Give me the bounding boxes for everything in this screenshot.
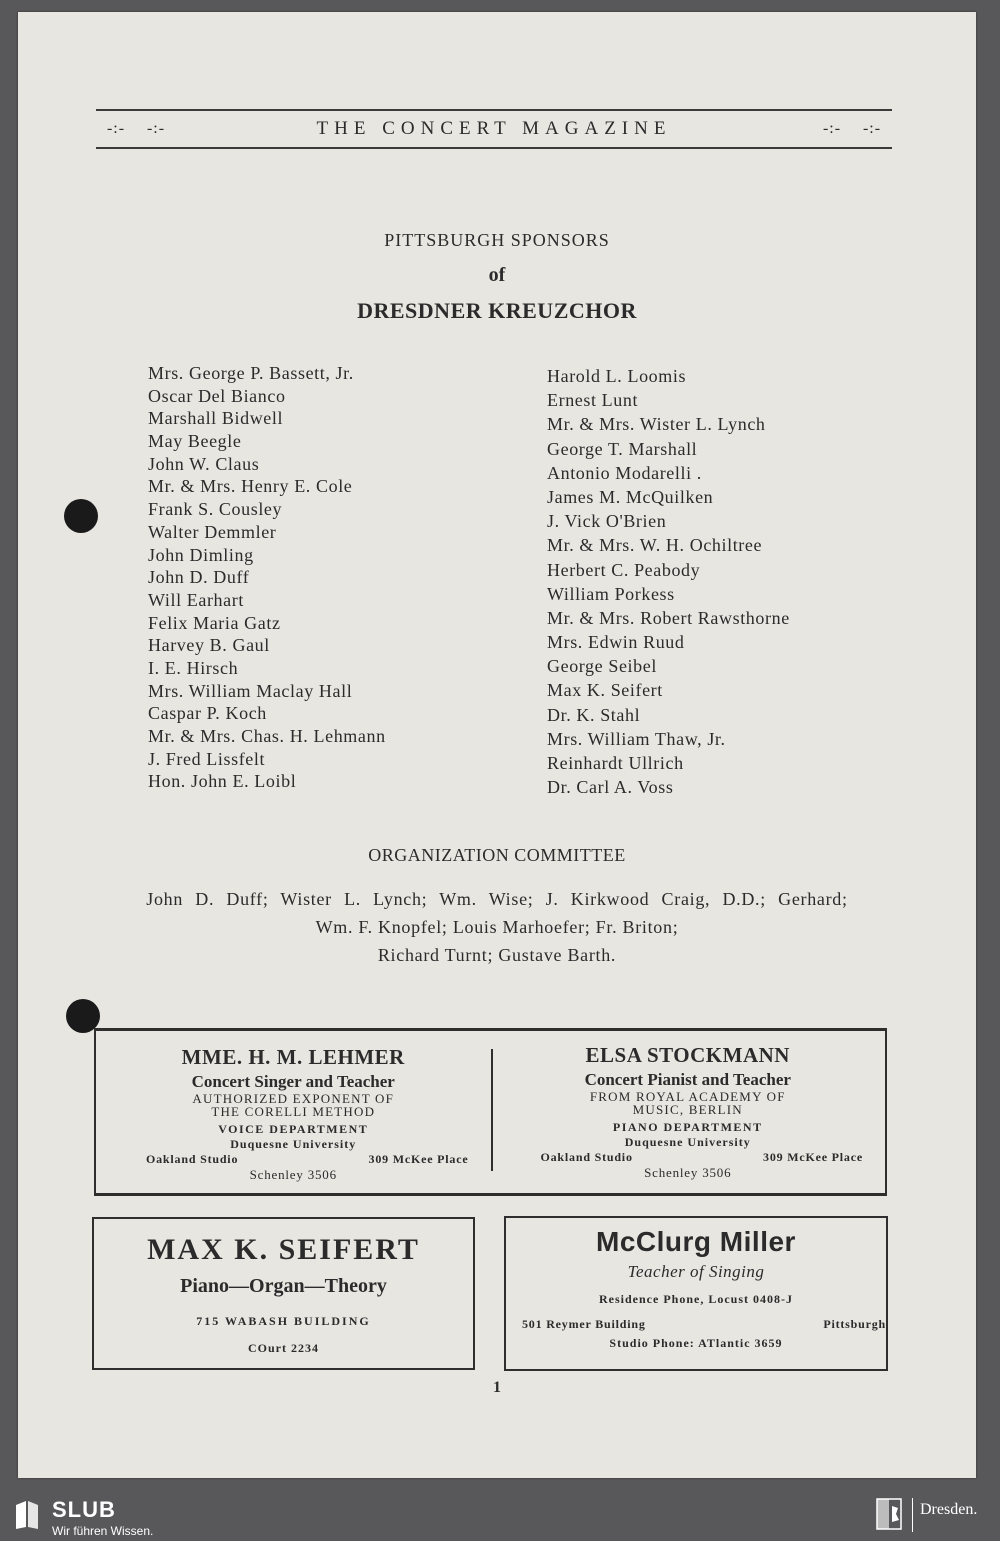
ad-building: 501 Reymer Building <box>522 1317 646 1331</box>
sponsor-name: Mr. & Mrs. Henry E. Cole <box>148 476 353 497</box>
ad-phone: COurt 2234 <box>248 1341 319 1355</box>
sponsor-name: Dr. K. Stahl <box>547 704 641 725</box>
sponsor-name: Mrs. George P. Bassett, Jr. <box>148 363 354 383</box>
sponsor-name: Oscar Del Bianco <box>148 385 286 406</box>
sponsor-name: Caspar P. Koch <box>148 703 267 724</box>
committee-line: Richard Turnt; Gustave Barth. <box>377 945 617 965</box>
ad-subtitle: Teacher of Singing <box>627 1262 765 1281</box>
sponsor-name: William Porkess <box>547 583 675 604</box>
sponsor-name: James M. McQuilken <box>547 486 714 507</box>
sponsor-name: Mr. & Mrs. Robert Rawsthorne <box>547 607 790 628</box>
ad-stockmann <box>491 1031 886 1193</box>
sponsors-heading: PITTSBURGH SPONSORS <box>384 230 610 250</box>
ad-studio-phone: Studio Phone: ATlantic 3659 <box>609 1336 783 1350</box>
ad-department: VOICE DEPARTMENT <box>218 1122 369 1136</box>
magazine-title: THE CONCERT MAGAZINE <box>316 118 672 139</box>
ad-role: Concert Singer and Teacher <box>191 1072 395 1091</box>
committee-line: Wm. F. Knopfel; Louis Marhoefer; Fr. Briton; <box>315 917 679 937</box>
ad-credential: MUSIC, BERLIN <box>632 1102 743 1117</box>
sponsor-name: John Dimling <box>148 544 254 565</box>
header-ornament: -:- <box>146 120 166 137</box>
sponsor-name: Mrs. William Thaw, Jr. <box>547 728 726 749</box>
sponsor-name: May Beegle <box>148 431 242 452</box>
magazine-page <box>18 12 976 1478</box>
sponsor-name: Felix Maria Gatz <box>148 612 281 633</box>
ad-credential: AUTHORIZED EXPONENT OF <box>192 1091 395 1106</box>
sponsor-name: Walter Demmler <box>148 521 277 542</box>
committee-line: John D. Duff; Wister L. Lynch; Wm. Wise; J. Kirkwood Craig, D.D.; Gerhard; <box>146 889 848 909</box>
sponsors-of: of <box>488 264 506 286</box>
sponsor-name: Dr. Carl A. Voss <box>547 777 674 798</box>
sponsor-name: J. Vick O'Brien <box>547 511 667 532</box>
ad-address: 309 McKee Place <box>368 1152 469 1166</box>
ad-address: 309 McKee Place <box>763 1150 863 1164</box>
sponsor-name: Mr. & Mrs. Chas. H. Lehmann <box>148 726 386 746</box>
header-ornament: -:- <box>862 120 882 137</box>
ad-studio: Oakland Studio <box>146 1152 239 1166</box>
ad-credential: THE CORELLI METHOD <box>211 1104 376 1119</box>
sponsor-name: Antonio Modarelli . <box>547 462 702 483</box>
city-name[interactable]: Dresden. <box>920 1501 978 1518</box>
ad-studio-line <box>491 1150 886 1165</box>
header-ornament: -:- <box>106 120 126 137</box>
ad-credential: FROM ROYAL ACADEMY OF <box>589 1089 786 1104</box>
ad-lehmer <box>96 1031 491 1193</box>
ad-name: MME. H. M. LEHMER <box>181 1045 405 1069</box>
ad-studio-line <box>96 1152 491 1167</box>
sponsor-list-left <box>148 362 386 793</box>
sponsor-name: Mr. & Mrs. W. H. Ochiltree <box>547 535 763 556</box>
footer-bar <box>0 1491 1000 1541</box>
ad-miller <box>504 1216 888 1371</box>
ad-address: 715 WABASH BUILDING <box>196 1314 371 1328</box>
footer-divider <box>912 1498 913 1532</box>
ad-phone: Schenley 3506 <box>249 1167 337 1182</box>
sponsor-name: George T. Marshall <box>547 438 698 459</box>
library-tagline: Wir führen Wissen. <box>52 1524 154 1538</box>
dresden-coat-of-arms-icon <box>876 1498 902 1530</box>
ad-box-teachers <box>94 1028 887 1196</box>
sponsor-name: Will Earhart <box>148 589 244 610</box>
sponsor-name: Max K. Seifert <box>547 680 663 701</box>
ad-phone: Schenley 3506 <box>644 1165 732 1180</box>
ad-building-line <box>506 1317 886 1332</box>
header-ornament: -:- <box>822 120 842 137</box>
sponsor-name: Reinhardt Ullrich <box>547 753 684 773</box>
sponsor-name: Frank S. Cousley <box>148 499 283 520</box>
ad-studio: Oakland Studio <box>540 1150 633 1164</box>
ad-city: Pittsburgh <box>823 1317 886 1331</box>
sponsor-name: Ernest Lunt <box>547 390 639 411</box>
sponsor-name: Mr. & Mrs. Wister L. Lynch <box>547 414 766 435</box>
ad-university: Duquesne University <box>230 1137 357 1151</box>
sponsor-name: Harvey B. Gaul <box>148 635 270 656</box>
sponsor-name: Herbert C. Peabody <box>547 559 701 580</box>
ad-role: Concert Pianist and Teacher <box>584 1070 791 1089</box>
committee-heading: ORGANIZATION COMMITTEE <box>368 845 626 865</box>
sponsor-name: George Seibel <box>547 656 657 677</box>
choir-name: DRESDNER KREUZCHOR <box>357 298 637 323</box>
sponsor-name: Marshall Bidwell <box>148 408 284 429</box>
sponsor-name: J. Fred Lissfelt <box>148 748 266 769</box>
sponsor-name: John D. Duff <box>148 567 250 588</box>
ad-university: Duquesne University <box>624 1135 751 1149</box>
magazine-header <box>96 109 892 149</box>
ad-seifert <box>92 1217 475 1370</box>
ad-residence-phone: Residence Phone, Locust 0408-J <box>599 1292 793 1306</box>
page-number: 1 <box>493 1379 501 1396</box>
ad-name: ELSA STOCKMANN <box>585 1043 790 1067</box>
punch-hole <box>64 499 98 533</box>
sponsor-name: Mrs. Edwin Ruud <box>547 632 685 653</box>
ad-name: McClurg Miller <box>596 1226 796 1257</box>
ad-department: PIANO DEPARTMENT <box>612 1120 763 1134</box>
ad-name: MAX K. SEIFERT <box>147 1233 420 1266</box>
sponsor-name: John W. Claus <box>148 453 260 474</box>
sponsor-list-right <box>547 364 790 799</box>
slub-logo-icon <box>14 1499 40 1531</box>
sponsor-name: I. E. Hirsch <box>148 657 239 678</box>
sponsor-name: Harold L. Loomis <box>547 366 687 386</box>
sponsor-name: Mrs. William Maclay Hall <box>148 680 353 701</box>
ad-instruments: Piano—Organ—Theory <box>180 1275 387 1297</box>
sponsor-name: Hon. John E. Loibl <box>148 771 297 792</box>
library-name[interactable]: SLUB <box>52 1497 116 1522</box>
